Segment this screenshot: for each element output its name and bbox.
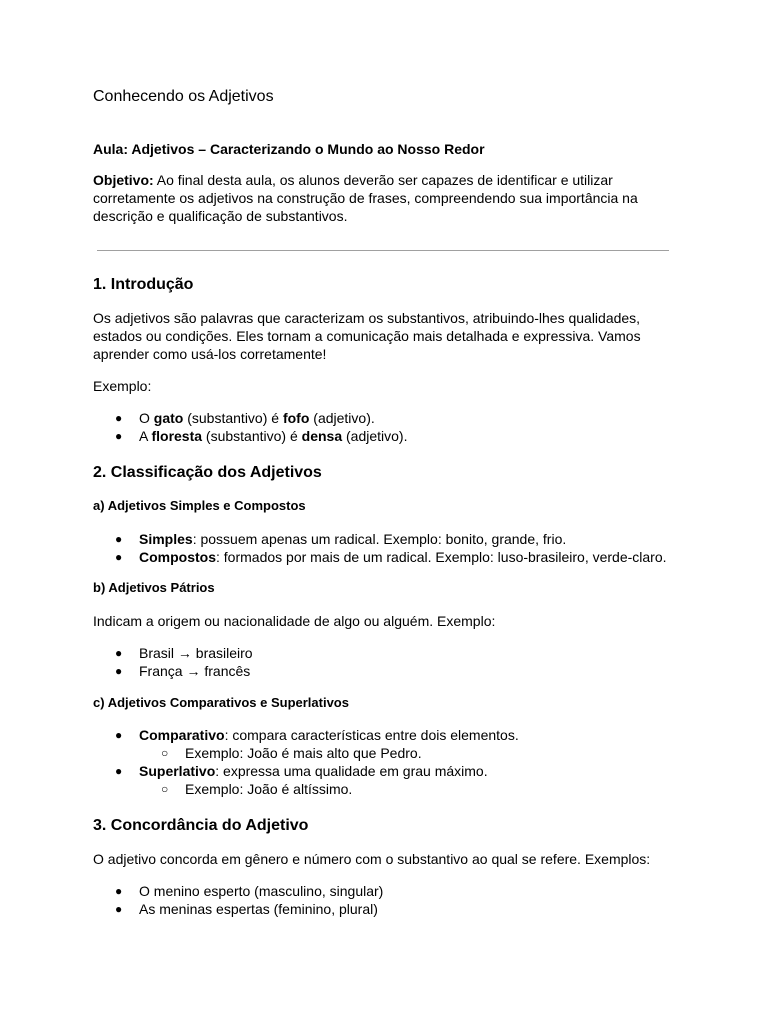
text-run: Exemplo: João é altíssimo. [185, 781, 353, 797]
lesson-prefix: Aula: [93, 141, 128, 157]
bullet-circle-icon: ○ [161, 746, 169, 760]
subheading-simples-compostos: a) Adjetivos Simples e Compostos [93, 498, 306, 513]
list-item [93, 762, 519, 780]
list-item [93, 548, 667, 566]
list-item [93, 882, 383, 900]
text-run: As meninas espertas (feminino, plural) [139, 901, 378, 917]
list-subitem [93, 744, 519, 762]
intro-paragraph: Os adjetivos são palavras que caracterizam os substantivos, atribuindo-lhes qualidades, estados ou condições. Eles tornam a comunicação mais detalhada e expressiva. Vamos aprender como usá-los corretamente! [93, 310, 641, 362]
text-run: : possuem apenas um radical. Exemplo: bonito, grande, frio. [192, 531, 567, 547]
list-item [93, 726, 519, 744]
text-run: O [139, 410, 154, 426]
text-run: Brasil → brasileiro [139, 645, 253, 661]
objective-paragraph [93, 171, 673, 225]
bullet-disc-icon: ● [115, 764, 123, 778]
list-item [93, 530, 667, 548]
list-subitem [93, 780, 519, 798]
subheading-comparativos: c) Adjetivos Comparativos e Superlativos [93, 695, 349, 710]
text-run: (substantivo) é [183, 410, 283, 426]
section-heading-introducao: 1. Introdução [93, 276, 194, 293]
bullet-disc-icon: ● [115, 902, 123, 916]
horizontal-divider [97, 250, 669, 251]
simples-compostos-list [93, 530, 667, 566]
text-run: : compara características entre dois elementos. [224, 727, 519, 743]
document-title: Conhecendo os Adjetivos [93, 88, 274, 105]
term: Superlativo [139, 763, 216, 779]
text-run: Exemplo: João é mais alto que Pedro. [185, 745, 422, 761]
section-heading-classificacao: 2. Classificação dos Adjetivos [93, 464, 322, 481]
text-run: : expressa uma qualidade em grau máximo. [215, 763, 488, 779]
lesson-title [93, 140, 485, 158]
objective-text: Ao final desta aula, os alunos deverão ser capazes de identificar e utilizar corretamente os adjetivos na construção de frases, compreendendo sua importância na descrição e qualificação de substantivos. [93, 172, 638, 224]
bullet-disc-icon: ● [115, 664, 123, 678]
text-run: A [139, 428, 152, 444]
term: Simples [139, 531, 193, 547]
bullet-disc-icon: ● [115, 550, 123, 564]
patrios-list [93, 644, 253, 680]
bullet-disc-icon: ● [115, 532, 123, 546]
bullet-disc-icon: ● [115, 728, 123, 742]
list-item [93, 409, 407, 427]
list-item [93, 662, 253, 680]
list-item [93, 644, 253, 662]
adjective-term: fofo [282, 410, 310, 426]
text-run: (adjetivo). [309, 410, 375, 426]
patrios-paragraph: Indicam a origem ou nacionalidade de algo ou alguém. Exemplo: [93, 613, 496, 629]
text-run: (substantivo) é [202, 428, 302, 444]
bullet-disc-icon: ● [115, 411, 123, 425]
text-run: (adjetivo). [342, 428, 408, 444]
bullet-disc-icon: ● [115, 429, 123, 443]
concordancia-paragraph: O adjetivo concorda em gênero e número com o substantivo ao qual se refere. Exemplos: [93, 851, 651, 867]
term: Compostos [139, 549, 216, 565]
text-run: França → francês [139, 663, 251, 679]
noun-term: floresta [151, 428, 203, 444]
noun-term: gato [153, 410, 184, 426]
concordancia-list [93, 882, 383, 918]
lesson-title-text: Adjetivos – Caracterizando o Mundo ao Nosso Redor [131, 141, 485, 157]
section-heading-concordancia: 3. Concordância do Adjetivo [93, 817, 309, 834]
text-run: O menino esperto (masculino, singular) [139, 883, 384, 899]
text-run: : formados por mais de um radical. Exemplo: luso-brasileiro, verde-claro. [216, 549, 667, 565]
comparativos-list [93, 726, 519, 798]
example-label: Exemplo: [93, 378, 152, 394]
term: Comparativo [139, 727, 225, 743]
adjective-term: densa [301, 428, 343, 444]
list-item [93, 427, 407, 445]
subheading-patrios: b) Adjetivos Pátrios [93, 580, 215, 595]
objective-label: Objetivo: [93, 172, 154, 188]
bullet-disc-icon: ● [115, 646, 123, 660]
bullet-circle-icon: ○ [161, 782, 169, 796]
intro-example-list [93, 409, 407, 445]
bullet-disc-icon: ● [115, 884, 123, 898]
list-item [93, 900, 383, 918]
